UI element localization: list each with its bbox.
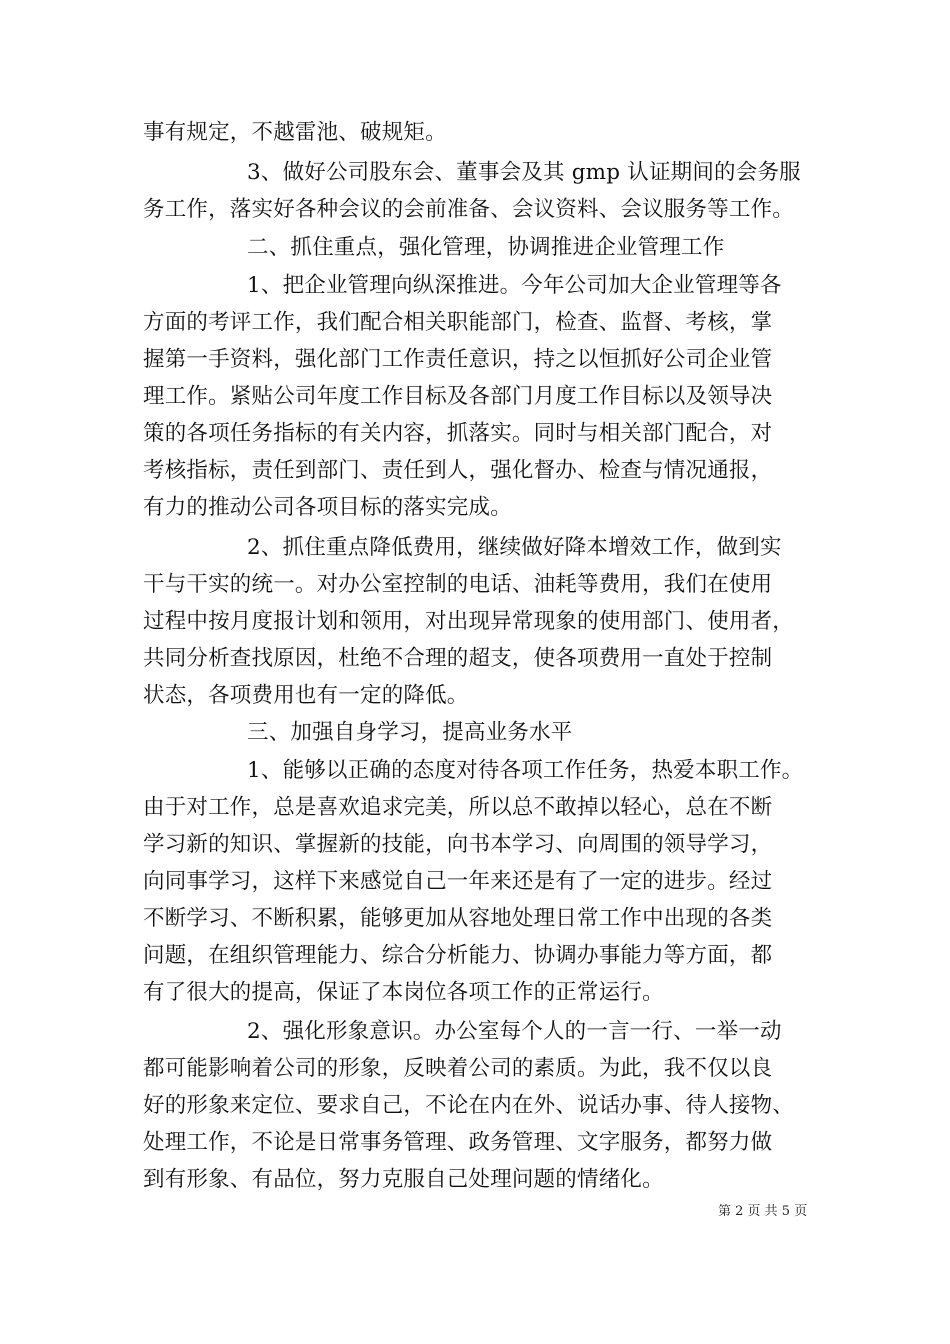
text-line: 理工作。紧贴公司年度工作目标及各部门月度工作目标以及领导决 <box>143 384 773 409</box>
text-line: 考核指标，责任到部门、责任到人，强化督办、检查与情况通报， <box>143 458 773 483</box>
text-line: 共同分析查找原因，杜绝不合理的超支，使各项费用一直处于控制 <box>143 646 773 671</box>
text-line: 好的形象来定位、要求自己，不论在内在外、说话办事、待人接物、 <box>143 1093 795 1118</box>
text-line: 3、做好公司股东会、董事会及其 gmp 认证期间的会务服 <box>247 160 801 185</box>
text-line: 1、把企业管理向纵深推进。今年公司加大企业管理等各 <box>247 273 782 298</box>
text-line: 由于对工作，总是喜欢追求完美，所以总不敢掉以轻心，总在不断 <box>143 795 773 820</box>
text-line: 有力的推动公司各项目标的落实完成。 <box>143 495 512 520</box>
text-line: 2、强化形象意识。办公室每个人的一言一行、一举一动 <box>247 1019 782 1044</box>
text-line: 事有规定，不越雷池、破规矩。 <box>143 120 447 145</box>
text-line: 2、抓住重点降低费用，继续做好降本增效工作，做到实 <box>247 535 782 560</box>
text-line: 过程中按月度报计划和领用，对出现异常现象的使用部门、使用者， <box>143 609 795 634</box>
text-line: 干与干实的统一。对办公室控制的电话、油耗等费用，我们在使用 <box>143 572 773 597</box>
text-line: 向同事学习，这样下来感觉自己一年来还是有了一定的进步。经过 <box>143 869 773 894</box>
text-line: 学习新的知识、掌握新的技能，向书本学习、向周围的领导学习， <box>143 832 773 857</box>
text-line: 方面的考评工作，我们配合相关职能部门，检查、监督、考核，掌 <box>143 310 773 335</box>
text-line: 处理工作，不论是日常事务管理、政务管理、文字服务，都努力做 <box>143 1130 773 1155</box>
section-heading: 三、加强自身学习，提高业务水平 <box>247 720 573 745</box>
text-line: 问题，在组织管理能力、综合分析能力、协调办事能力等方面，都 <box>143 943 773 968</box>
text-line: 有了很大的提高，保证了本岗位各项工作的正常运行。 <box>143 980 664 1005</box>
text-line: 到有形象、有品位，努力克服自己处理问题的情绪化。 <box>143 1167 664 1192</box>
text-line: 1、能够以正确的态度对待各项工作任务，热爱本职工作。 <box>247 758 804 783</box>
text-line: 不断学习、不断积累，能够更加从容地处理日常工作中出现的各类 <box>143 906 773 931</box>
text-line: 务工作，落实好各种会议的会前准备、会议资料、会议服务等工作。 <box>143 197 795 222</box>
text-line: 都可能影响着公司的形象，反映着公司的素质。为此，我不仅以良 <box>143 1056 773 1081</box>
text-line: 策的各项任务指标的有关内容，抓落实。同时与相关部门配合，对 <box>143 421 773 446</box>
text-line: 状态，各项费用也有一定的降低。 <box>143 683 469 708</box>
text-line: 握第一手资料，强化部门工作责任意识，持之以恒抓好公司企业管 <box>143 347 773 372</box>
section-heading: 二、抓住重点，强化管理，协调推进企业管理工作 <box>247 235 725 260</box>
page-number: 第 2 页 共 5 页 <box>718 1204 808 1219</box>
